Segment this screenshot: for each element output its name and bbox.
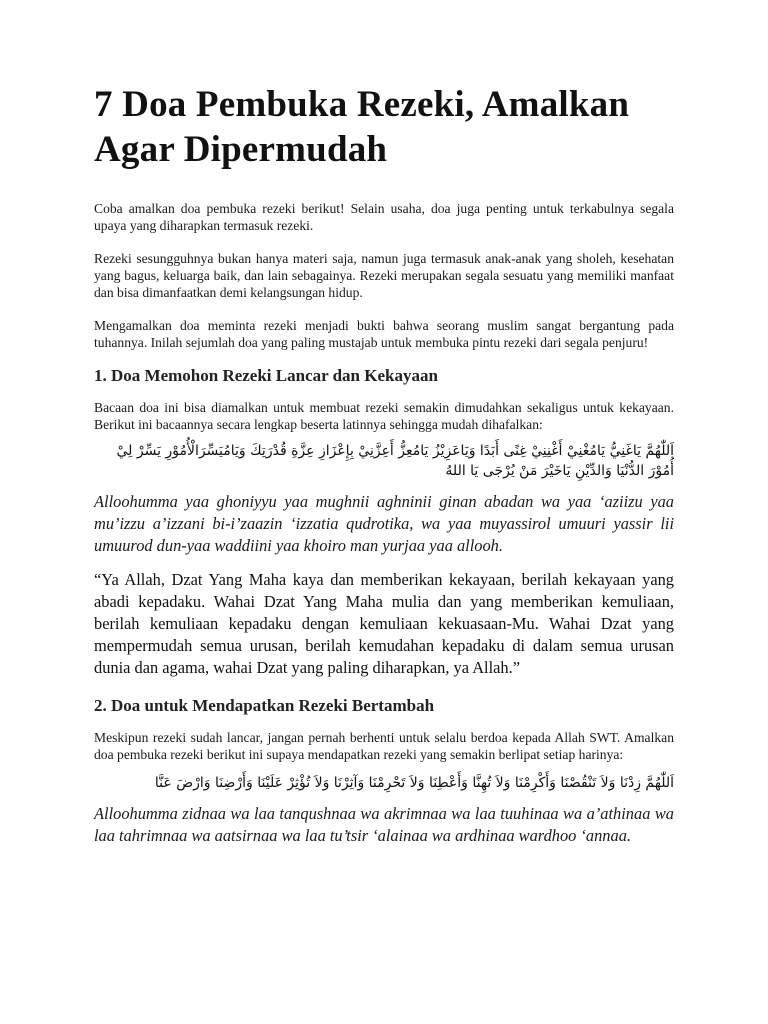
section-1-body: Bacaan doa ini bisa diamalkan untuk membuat rezeki semakin dimudahkan sekaligus untuk kekayaan. Berikut ini bacaannya secara lengkap beserta latinnya sehingga mudah dihafalkan: [94, 400, 674, 432]
section-1-translation: “Ya Allah, Dzat Yang Maha kaya dan memberikan kekayaan, berilah kekayaan yang abadi kepadaku. Wahai Dzat Yang Maha mulia dan yang memberikan kemuliaan, berilah kemuliaan kepadaku dengan kemuliaan kekuasaan-Mu. Wahai Dzat yang mempermudah semua urusan, berilah kemudahan kepadaku di dalam semua urusan dunia dan agama, wahai Dzat yang paling diharapkan, ya Allah.” [94, 570, 674, 677]
section-2-transliteration: Alloohumma zidnaa wa laa tanqushnaa wa akrimnaa wa laa tuuhinaa wa a’athinaa wa laa tahrimnaa wa aatsirnaa wa laa tu’tsir ‘alainaa wa ardhinaa wardhoo ‘annaa. [94, 804, 674, 845]
intro-paragraph-3: Mengamalkan doa meminta rezeki menjadi bukti bahwa seorang muslim sangat bergantung pada tuhannya. Inilah sejumlah doa yang paling mustajab untuk membuka pintu rezeki dari segala penjuru! [94, 318, 674, 350]
section-1-transliteration: Alloohumma yaa ghoniyyu yaa mughnii aghninii ginan abadan wa yaa ‘aziizu yaa mu’izzu a’izzani bi-i’zaazin ‘izzatia qudrotika, wa yaa muyassirol umuuri yassir lii umuurod dun-yaa waddiini yaa khoiro man yurjaa yaa allooh. [94, 492, 674, 555]
section-1-heading: 1. Doa Memohon Rezeki Lancar dan Kekayaan [94, 366, 438, 385]
article [94, 82, 674, 847]
section-1-arabic-prayer: اَللّٰهُمَّ يَاغَنِيُّ يَامُغْنِيْ أَغْنِنِيْ غِنًى أَبَدًا وَيَاعَزِيْزُ يَامُعِزُّ أَعِزَّنِيْ بِإِعْزَازِ عِزَّةِ قُدْرَتِكَ وَيَامُيَسِّرَالْأُمُوْرِ يَسِّرْ لِيْ أُمُوْرَ الدُّنْيَا وَالدِّيْنِ يَاخَيْرَ مَنْ يُرْجَى يَا اللهُ [116, 443, 674, 479]
section-2-body: Meskipun rezeki sudah lancar, jangan pernah berhenti untuk selalu berdoa kepada Allah SWT. Amalkan doa pembuka rezeki berikut ini supaya mendapatkan rezeki yang semakin berlipat setiap harinya: [94, 730, 674, 762]
intro-paragraph-1: Coba amalkan doa pembuka rezeki berikut! Selain usaha, doa juga penting untuk terkabulnya segala upaya yang diharapkan termasuk rezeki. [94, 201, 674, 233]
section-2-heading: 2. Doa untuk Mendapatkan Rezeki Bertambah [94, 696, 435, 715]
section-2-arabic-prayer: اَللّٰهُمَّ زِدْنَا وَلاَ تَنْقُصْنَا وَأَكْرِمْنَا وَلاَ تُهِنَّا وَأَعْطِنَا وَلاَ تَحْرِمْنَا وَآثِرْنَا وَلاَ تُؤْثِرْ عَلَيْنَا وَأَرْضِنَا وَارْضَ عَنَّا [154, 775, 674, 791]
article-title: 7 Doa Pembuka Rezeki, Amalkan Agar Dipermudah [94, 84, 630, 170]
intro-paragraph-2: Rezeki sesungguhnya bukan hanya materi saja, namun juga termasuk anak-anak yang sholeh, kesehatan yang bagus, keluarga baik, dan lain sebagainya. Rezeki merupakan segala sesuatu yang memiliki manfaat dan bisa dimanfaatkan demi kelangsungan hidup. [94, 251, 674, 300]
